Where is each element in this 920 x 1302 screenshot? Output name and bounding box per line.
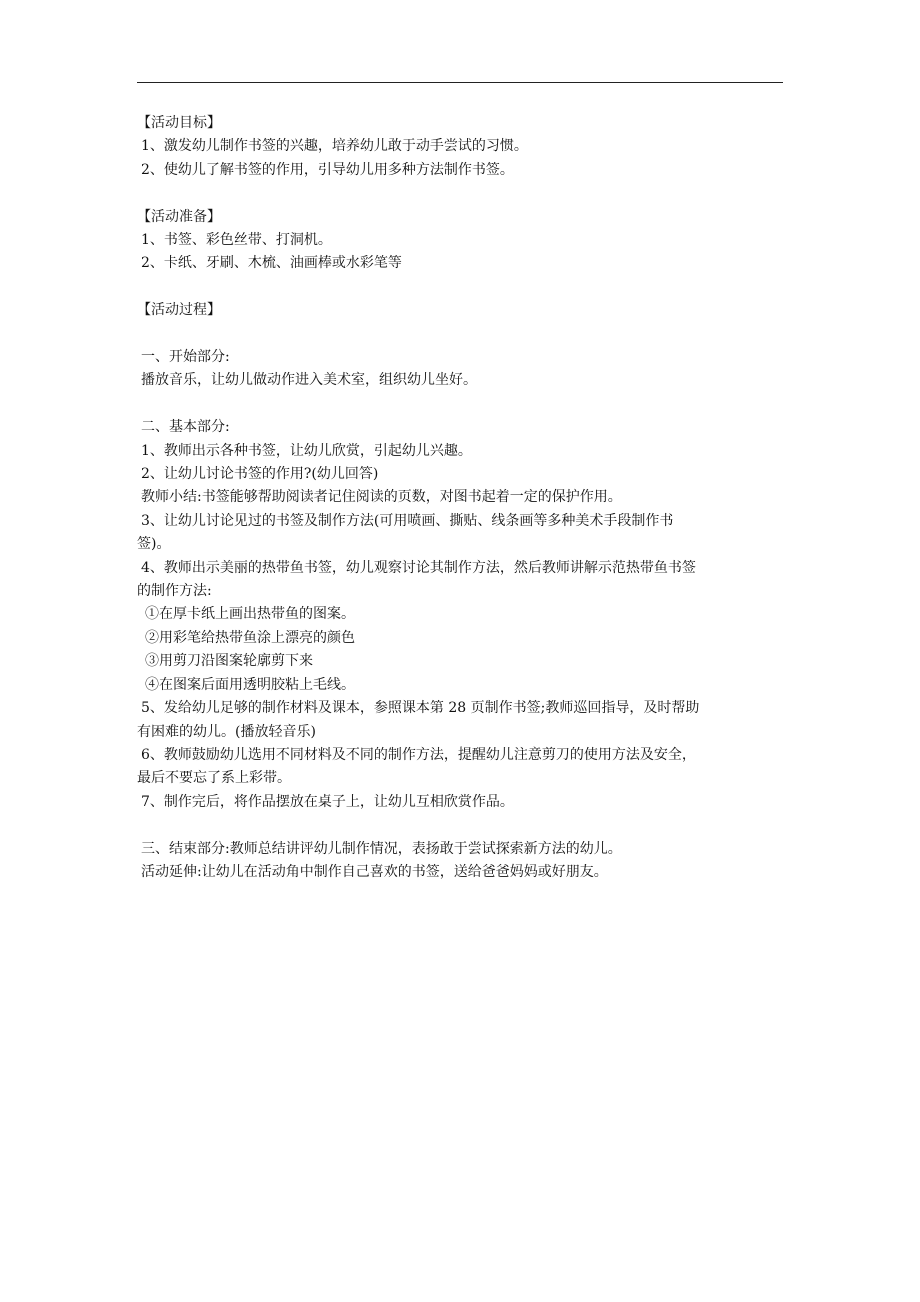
process-heading: 【活动过程】 [137,302,221,319]
part2-step-2: 2、让幼儿讨论书签的作用?(幼儿回答) [141,466,379,483]
header-rule [137,82,783,83]
teacher-summary: 教师小结:书签能够帮助阅读者记住阅读的页数，对图书起着一定的保护作用。 [141,489,622,506]
part2-step-3: 3、让幼儿讨论见过的书签及制作方法(可用喷画、撕贴、线条画等多种美术手段制作书 [141,512,674,529]
spacer [137,276,785,299]
substep-1: ①在厚卡纸上画出热带鱼的图案。 [145,606,355,623]
spacer [137,814,785,837]
spacer [137,182,785,205]
part2-step-5-continued: 有困难的幼儿。(播放轻音乐) [137,723,316,740]
part2-step-1: 1、教师出示各种书签，让幼儿欣赏，引起幼儿兴趣。 [141,442,472,459]
part1-title: 一、开始部分: [141,349,230,366]
part3-text: 三、结束部分:教师总结讲评幼儿制作情况，表扬敢于尝试探索新方法的幼儿。 [141,840,622,857]
document-body [137,112,785,884]
spacer [137,393,785,416]
part1-text: 播放音乐，让幼儿做动作进入美术室，组织幼儿坐好。 [141,372,477,389]
activity-extension: 活动延伸:让幼儿在活动角中制作自己喜欢的书签，送给爸爸妈妈或好朋友。 [141,863,608,880]
preparation-item-2: 2、卡纸、牙刷、木梳、油画棒或水彩笔等 [141,255,402,272]
part2-step-5: 5、发给幼儿足够的制作材料及课本，参照课本第 28 页制作书签;教师巡回指导，及时帮助 [141,700,700,717]
part2-step-3-continued: 签)。 [137,536,171,553]
goal-item-1: 1、激发幼儿制作书签的兴趣，培养幼儿敢于动手尝试的习惯。 [141,138,528,155]
goal-item-2: 2、使幼儿了解书签的作用，引导幼儿用多种方法制作书签。 [141,161,514,178]
substep-4: ④在图案后面用透明胶粘上毛线。 [145,676,355,693]
goals-heading: 【活动目标】 [137,115,221,131]
preparation-heading: 【活动准备】 [137,208,221,225]
preparation-item-1: 1、书签、彩色丝带、打洞机。 [141,232,332,249]
substep-2: ②用彩笔给热带鱼涂上漂亮的颜色 [145,629,355,646]
part2-step-4: 4、教师出示美丽的热带鱼书签，幼儿观察讨论其制作方法，然后教师讲解示范热带鱼书签 [141,559,696,576]
part2-step-6-continued: 最后不要忘了系上彩带。 [137,770,291,787]
part2-step-6: 6、教师鼓励幼儿选用不同材料及不同的制作方法，提醒幼儿注意剪刀的使用方法及安全， [141,746,696,763]
spacer [137,323,785,346]
part2-step-7: 7、制作完后，将作品摆放在桌子上，让幼儿互相欣赏作品。 [141,793,514,810]
substep-3: ③用剪刀沿图案轮廓剪下来 [145,653,313,670]
part2-title: 二、基本部分: [141,419,230,436]
part2-step-4-continued: 的制作方法: [137,583,212,600]
